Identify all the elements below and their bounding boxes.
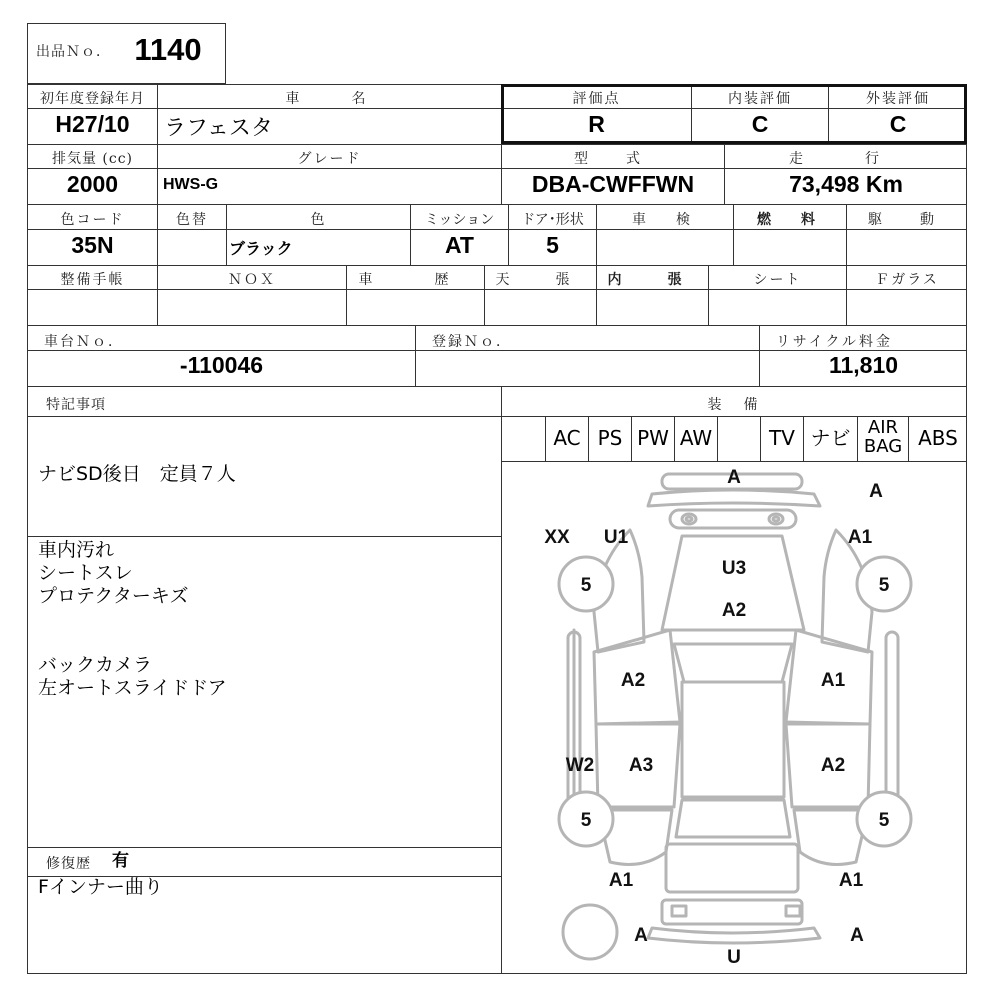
interior-grade-value: C xyxy=(751,111,769,137)
repair-history-label: 修復歴 xyxy=(46,856,91,872)
transmission-label: ミッション xyxy=(424,212,495,228)
equipment-airbag: AIR BAG xyxy=(863,417,903,457)
service-record-label: 整備手帳 xyxy=(60,272,125,288)
equipment-navi: ナビ xyxy=(810,426,851,450)
equipment-ps: PS xyxy=(597,426,623,450)
tire-front-left: 5 xyxy=(580,575,592,596)
mark-rear-right: A xyxy=(850,925,864,946)
nox-label: ＮＯＸ xyxy=(228,272,276,288)
mark-right-front-fender: A1 xyxy=(847,527,873,548)
mark-rear-left: A xyxy=(634,925,648,946)
mark-front-right: A xyxy=(869,481,883,502)
mark-rear-bumper: U xyxy=(727,947,741,968)
mark-left-front-fender: U1 xyxy=(603,527,629,548)
seat-label: シート xyxy=(753,272,802,288)
mark-left-rear-door: A3 xyxy=(628,755,654,776)
first-registration-value: H27/10 xyxy=(55,111,130,137)
mark-left-sill: W2 xyxy=(565,755,595,776)
car-name-value: ラフェスタ xyxy=(164,116,273,141)
model-code-value: DBA-CWFFWN xyxy=(531,171,695,197)
grade-value: HWS-G xyxy=(163,176,219,193)
mark-right-front-door: A1 xyxy=(820,670,846,691)
equipment-tv: TV xyxy=(769,426,795,450)
tire-rear-right: 5 xyxy=(878,810,890,831)
door-value: 5 xyxy=(546,232,559,258)
front-glass-label: Ｆガラス xyxy=(875,272,939,288)
displacement-label: 排気量 (cc) xyxy=(51,151,134,167)
equipment-label: 装 備 xyxy=(707,397,762,413)
registration-number-label: 登録Ｎｏ． xyxy=(432,334,512,350)
chassis-number-value: -110046 xyxy=(179,352,264,378)
vehicle-history-label: 車 歴 xyxy=(358,272,473,288)
color-code-label: 色コード xyxy=(60,212,125,228)
equipment-aw: AW xyxy=(679,426,713,450)
fuel-label: 燃 料 xyxy=(757,212,823,228)
remarks-label: 特記事項 xyxy=(46,397,106,413)
score-label: 評価点 xyxy=(572,91,621,107)
color-label: 色 xyxy=(310,212,327,228)
mark-left-mirror: XX xyxy=(544,527,570,548)
color-code-value: 35N xyxy=(71,232,114,258)
equipment-abs: ABS xyxy=(918,426,958,450)
headliner-label: 天 張 xyxy=(495,272,586,288)
inspection-label: 車 検 xyxy=(632,212,698,228)
recycle-fee-value: 11,810 xyxy=(828,352,899,378)
car-name-label: 車 名 xyxy=(285,91,374,107)
mark-hood-top: U3 xyxy=(721,558,747,579)
equipment-pw: PW xyxy=(637,426,669,450)
transmission-value: AT xyxy=(445,232,474,258)
tire-rear-left: 5 xyxy=(580,810,592,831)
displacement-value: 2000 xyxy=(66,171,119,197)
car-damage-diagram xyxy=(502,462,966,973)
color-value: ブラック xyxy=(229,239,293,258)
mark-left-front-door: A2 xyxy=(620,670,646,691)
mark-hood-bottom: A2 xyxy=(721,600,747,621)
mark-right-quarter: A1 xyxy=(838,870,864,891)
mark-front-bumper: A xyxy=(727,467,741,488)
repaint-label: 色替 xyxy=(176,212,208,228)
score-value: R xyxy=(588,111,605,137)
repair-history-value: 有 xyxy=(112,851,129,871)
interior-grade-label: 内装評価 xyxy=(728,91,792,107)
recycle-fee-label: リサイクル料金 xyxy=(776,334,894,350)
lot-number-label: 出品Ｎｏ． xyxy=(36,44,111,60)
first-registration-label: 初年度登録年月 xyxy=(40,91,145,107)
exterior-grade-label: 外装評価 xyxy=(866,91,930,107)
chassis-number-label: 車台Ｎｏ． xyxy=(44,334,124,350)
drive-label: 駆 動 xyxy=(868,212,946,228)
grade-label: グレード xyxy=(297,151,362,167)
lot-number: 1140 xyxy=(134,32,202,67)
interior-trim-label: 内 張 xyxy=(607,272,698,288)
equipment-ac: AC xyxy=(553,426,581,450)
remarks-text-2: 車内汚れ シートスレ プロテクターキズ バックカメラ 左オートスライドドア xyxy=(38,539,227,699)
model-code-label: 型 式 xyxy=(574,151,652,167)
exterior-grade-value: C xyxy=(889,111,907,137)
mileage-value: 73,498 Km xyxy=(789,171,903,197)
mark-left-quarter: A1 xyxy=(608,870,634,891)
remarks-text-1: ナビSD後日 定員７人 xyxy=(38,463,236,485)
mark-right-rear-door: A2 xyxy=(820,755,846,776)
tire-front-right: 5 xyxy=(878,575,890,596)
mileage-label: 走 行 xyxy=(789,151,903,167)
repair-history-text: Fインナー曲り xyxy=(38,876,163,898)
door-label: ドア･形状 xyxy=(521,212,584,228)
